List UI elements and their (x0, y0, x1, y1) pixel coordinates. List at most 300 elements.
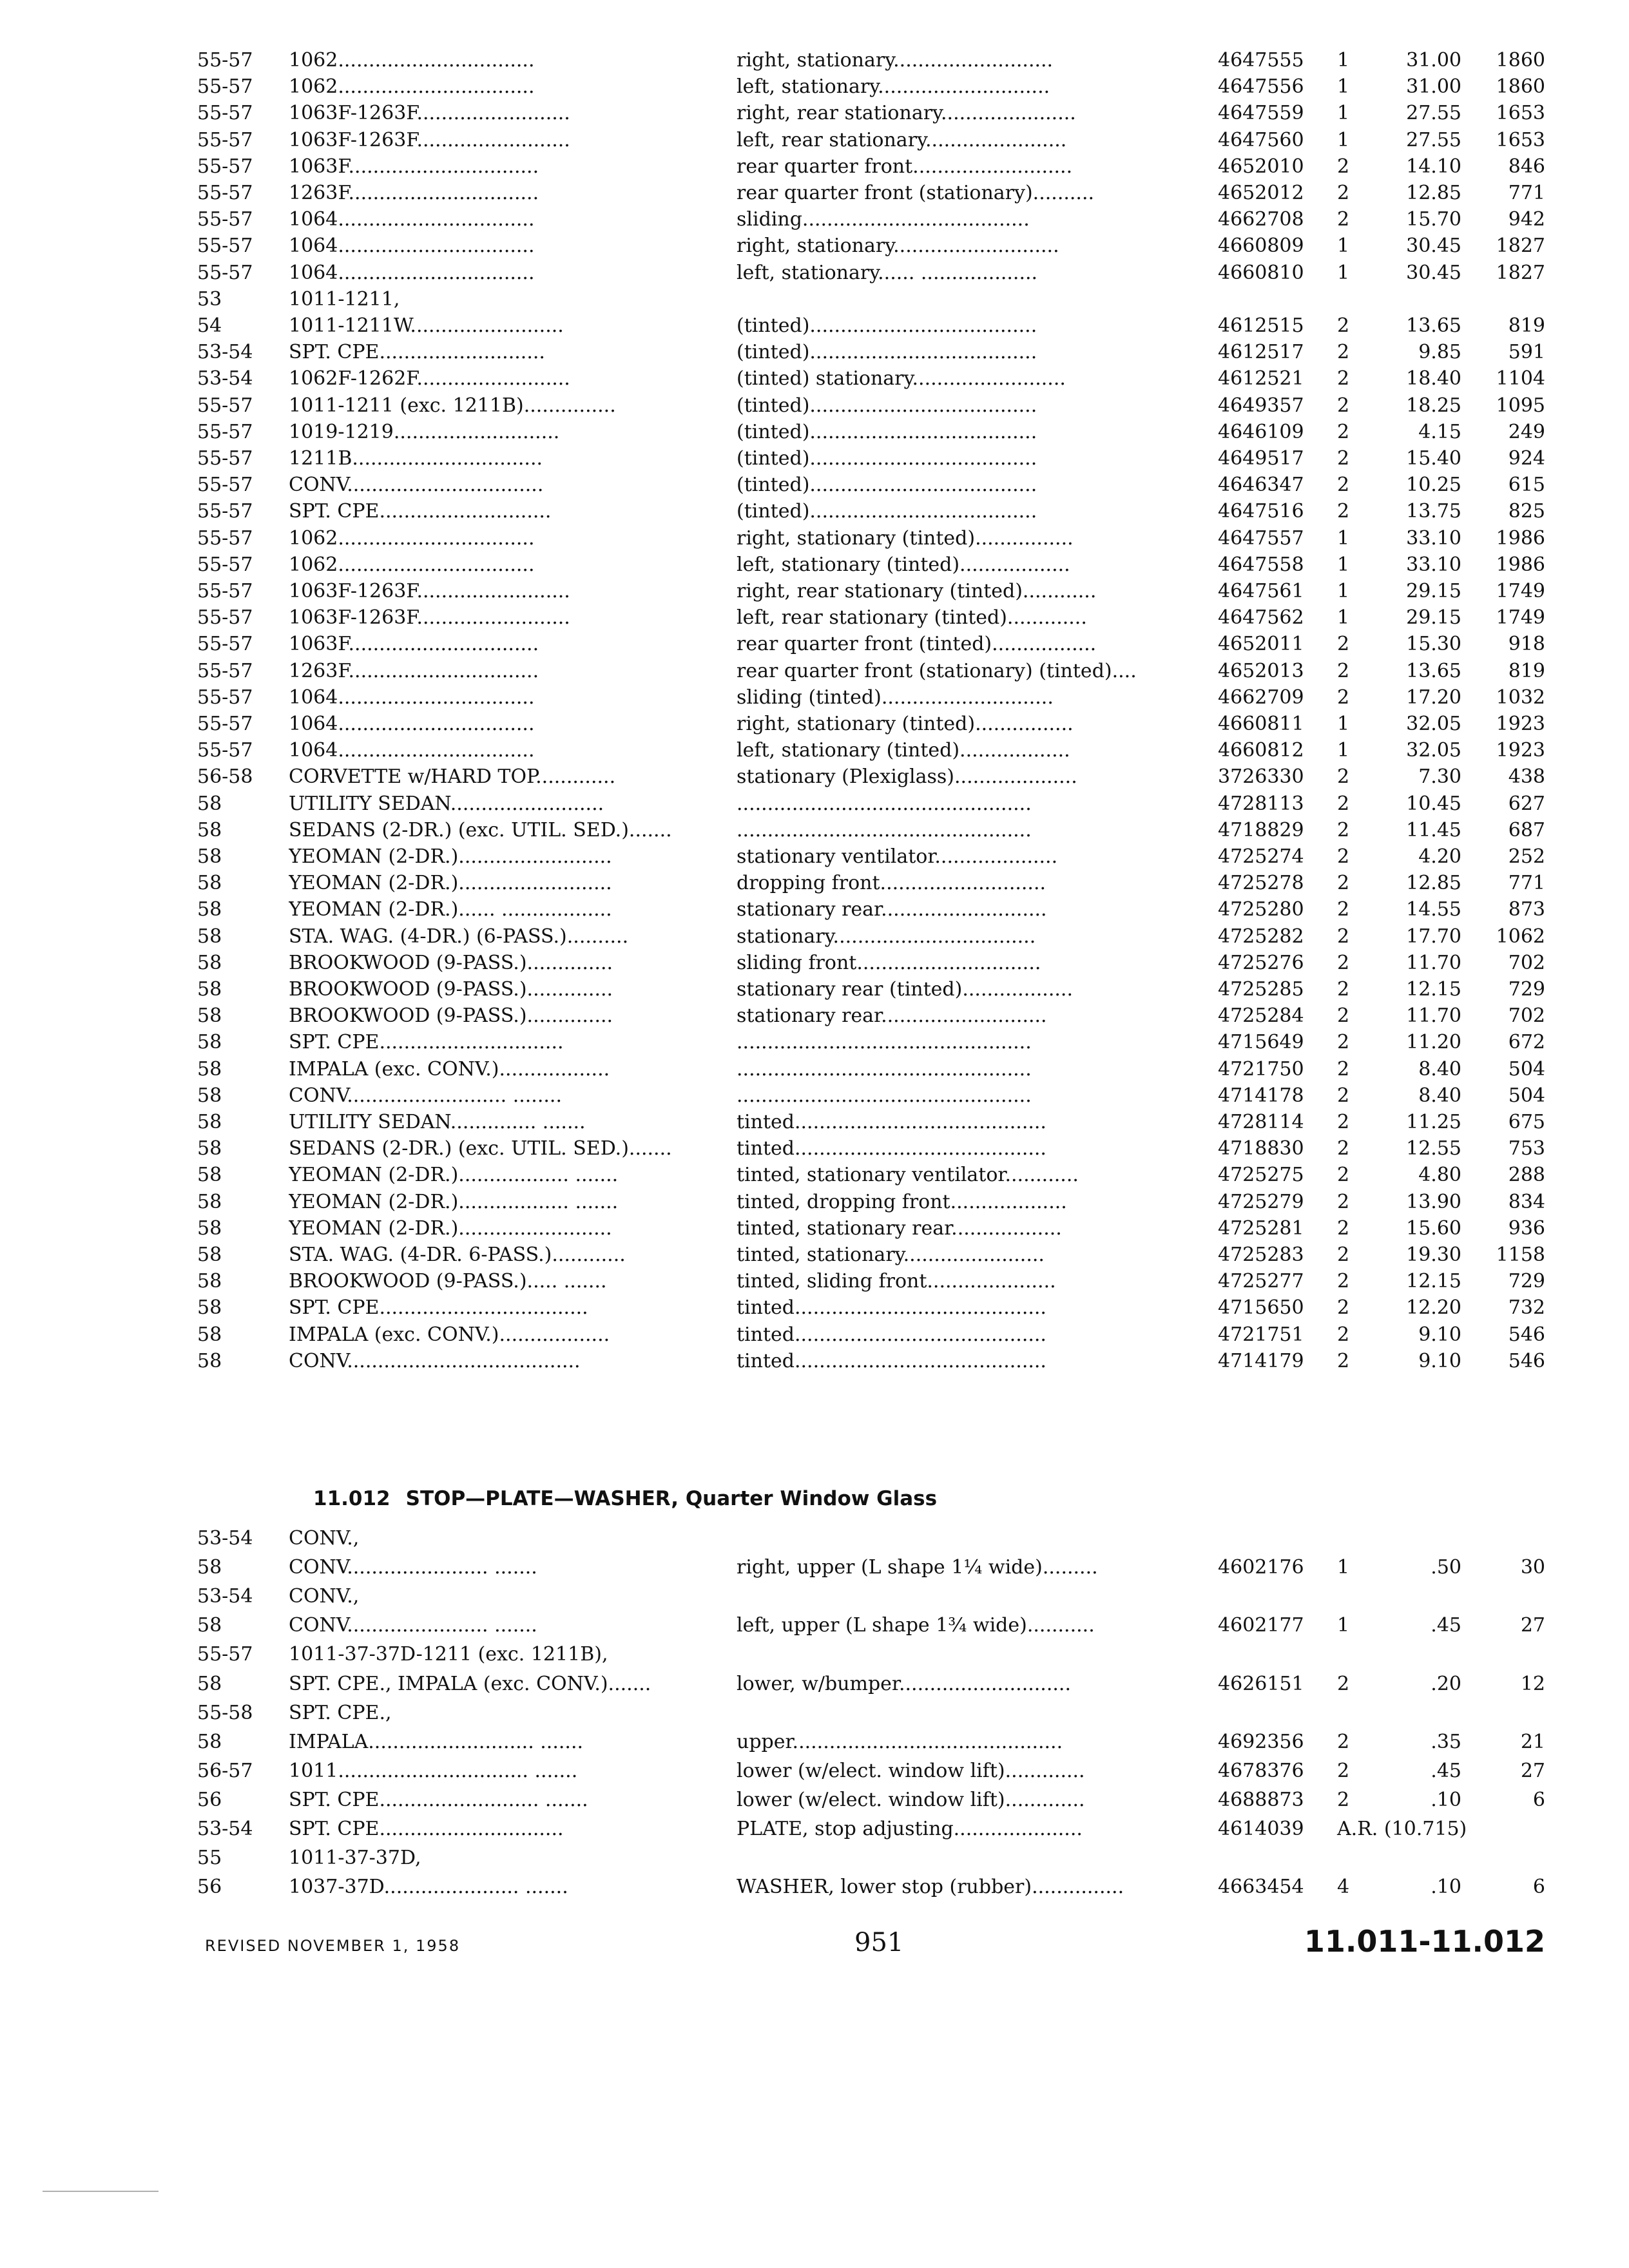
table-row (0, 950, 1629, 976)
part-description: tinted......................................... (737, 1349, 1046, 1372)
model-year: 56-57 (197, 1759, 253, 1782)
table-row (0, 764, 1629, 790)
price: .10 (1431, 1876, 1461, 1899)
part-number: 4612515 (1218, 314, 1304, 337)
price: 8.40 (1418, 1057, 1461, 1081)
list-code: 1923 (1496, 713, 1545, 735)
part-description: ................................................ (737, 1031, 1032, 1054)
part-description: ................................................ (737, 818, 1032, 841)
part-number: 4721751 (1218, 1323, 1304, 1346)
model-description: SPT. CPE.............................. (289, 1031, 564, 1054)
price: 33.10 (1406, 526, 1461, 550)
table-row (0, 1729, 1629, 1755)
part-number: 4692356 (1218, 1730, 1304, 1753)
model-year: 58 (197, 1164, 222, 1187)
model-description: 1064................................ (289, 739, 535, 762)
table-row (0, 1030, 1629, 1055)
part-description: sliding..................................... (737, 208, 1030, 231)
model-description: UTILITY SEDAN.............. ....... (289, 1111, 586, 1133)
table-row (0, 658, 1629, 684)
model-year: 58 (197, 1111, 222, 1133)
table-row (0, 1003, 1629, 1029)
table-row (0, 685, 1629, 711)
model-year: 58 (197, 1296, 222, 1320)
model-description: CONV., (289, 1527, 360, 1550)
part-number: 4612521 (1218, 367, 1304, 390)
model-year: 55-57 (197, 128, 253, 151)
part-description: right, stationary.......................... (737, 49, 1054, 72)
part-description: right, upper (L shape 1¼ wide)......... (737, 1556, 1098, 1579)
model-description: 1064................................ (289, 686, 535, 709)
quantity: 2 (1337, 1730, 1350, 1753)
list-code: 1104 (1496, 367, 1545, 390)
quantity: 2 (1337, 1323, 1350, 1346)
price: 32.05 (1406, 739, 1461, 762)
model-year: 53-54 (197, 1818, 253, 1840)
model-year: 56 (197, 1876, 222, 1899)
model-year: 55-57 (197, 208, 253, 231)
table-row (0, 1671, 1629, 1697)
table-row (0, 1584, 1629, 1610)
table-row (0, 526, 1629, 552)
model-year: 53-54 (197, 1527, 253, 1550)
table-row (0, 233, 1629, 259)
model-year: 53-54 (197, 367, 253, 390)
model-year: 58 (197, 1730, 222, 1753)
list-code: 249 (1508, 420, 1545, 443)
model-year: 58 (197, 1031, 222, 1054)
price: 13.65 (1406, 314, 1461, 337)
part-number: 4715649 (1218, 1031, 1304, 1054)
part-description: PLATE, stop adjusting..................... (737, 1818, 1083, 1840)
model-description: SEDANS (2-DR.) (exc. UTIL. SED.)....... (289, 1137, 672, 1160)
part-number: 4714179 (1218, 1349, 1304, 1372)
price: 31.00 (1406, 75, 1461, 99)
part-number: 4725274 (1218, 845, 1304, 868)
part-number: 4725282 (1218, 925, 1304, 948)
model-year: 58 (197, 1137, 222, 1160)
part-number: 3726330 (1218, 765, 1304, 789)
part-number: 4678376 (1218, 1759, 1304, 1782)
part-number: 4626151 (1218, 1672, 1304, 1695)
model-year: 58 (197, 792, 222, 815)
part-description: upper............................................ (737, 1730, 1063, 1753)
part-number: 4647557 (1218, 526, 1304, 550)
part-description: left, stationary...... ................... (737, 261, 1038, 284)
table-row (0, 897, 1629, 923)
part-number: 4602176 (1218, 1556, 1304, 1579)
part-description: dropping front........................... (737, 872, 1046, 895)
price: 13.90 (1406, 1190, 1461, 1213)
table-row (0, 1555, 1629, 1581)
price: 7.30 (1418, 765, 1461, 789)
list-code: 1032 (1496, 686, 1545, 709)
model-year: 55-58 (197, 1701, 253, 1724)
part-number: 4614039 (1218, 1818, 1304, 1840)
price: .45 (1431, 1614, 1461, 1637)
part-number: 4647555 (1218, 49, 1304, 72)
list-code: 873 (1508, 898, 1545, 921)
model-year: 55-57 (197, 474, 253, 497)
model-description: BROOKWOOD (9-PASS.)..... ....... (289, 1270, 607, 1293)
model-year: 58 (197, 1270, 222, 1293)
list-code: 1827 (1496, 261, 1545, 284)
price: 14.55 (1406, 898, 1461, 921)
model-description: BROOKWOOD (9-PASS.).............. (289, 951, 613, 974)
quantity: 1 (1337, 739, 1350, 762)
part-number: 4725279 (1218, 1190, 1304, 1213)
model-year: 55-57 (197, 580, 253, 602)
table-row (0, 313, 1629, 339)
part-number: 4647516 (1218, 500, 1304, 523)
list-code: 753 (1508, 1137, 1545, 1160)
price: 11.45 (1406, 818, 1461, 841)
part-description: ................................................ (737, 1084, 1032, 1107)
table-row (0, 128, 1629, 153)
model-year: 55-57 (197, 155, 253, 178)
part-description: lower (w/elect. window lift)............. (737, 1788, 1085, 1811)
quantity: 2 (1337, 1244, 1350, 1266)
model-description: 1063F-1263F......................... (289, 580, 570, 602)
price: 19.30 (1406, 1244, 1461, 1266)
quantity: 2 (1337, 367, 1350, 390)
quantity: 1 (1337, 128, 1350, 151)
model-description: CONV................................ (289, 474, 544, 497)
model-year: 58 (197, 925, 222, 948)
part-description: ................................................ (737, 792, 1032, 815)
list-code: 771 (1508, 182, 1545, 204)
table-row (0, 1242, 1629, 1268)
quantity: 2 (1337, 1111, 1350, 1133)
price: 18.25 (1406, 394, 1461, 417)
list-code: 21 (1520, 1730, 1545, 1753)
model-description: SEDANS (2-DR.) (exc. UTIL. SED.)....... (289, 818, 672, 841)
model-year: 55-57 (197, 713, 253, 735)
list-code: 504 (1508, 1057, 1545, 1081)
list-code: 1986 (1496, 526, 1545, 550)
price: 33.10 (1406, 553, 1461, 576)
table-row (0, 101, 1629, 126)
part-number: 4721750 (1218, 1057, 1304, 1081)
table-row (0, 1642, 1629, 1667)
part-number: 4660812 (1218, 739, 1304, 762)
table-row (0, 287, 1629, 312)
price: 11.70 (1406, 1004, 1461, 1028)
model-description: 1062................................ (289, 553, 535, 576)
part-description: (tinted) stationary......................... (737, 367, 1066, 390)
table-row (0, 924, 1629, 950)
price: 17.70 (1406, 925, 1461, 948)
list-code: 846 (1508, 155, 1545, 178)
list-code: 6 (1532, 1788, 1545, 1811)
quantity: 4 (1337, 1876, 1350, 1899)
price: 12.15 (1406, 978, 1461, 1001)
list-code: 918 (1508, 633, 1545, 656)
quantity: 2 (1337, 951, 1350, 974)
list-code: 1860 (1496, 49, 1545, 72)
model-description: 1063F-1263F......................... (289, 128, 570, 151)
part-description: stationary rear........................... (737, 898, 1047, 921)
quantity: 1 (1337, 75, 1350, 99)
model-description: CONV....................... ....... (289, 1614, 537, 1637)
quantity: 2 (1337, 633, 1350, 656)
model-description: 1064................................ (289, 235, 535, 258)
list-code: 1749 (1496, 580, 1545, 602)
model-year: 58 (197, 978, 222, 1001)
table-row (0, 1162, 1629, 1188)
price: 30.45 (1406, 235, 1461, 258)
part-number: 4647558 (1218, 553, 1304, 576)
quantity: 2 (1337, 1296, 1350, 1320)
model-year: 55-57 (197, 500, 253, 523)
model-description: IMPALA (exc. CONV.).................. (289, 1323, 610, 1346)
part-number: 4725285 (1218, 978, 1304, 1001)
part-description: left, rear stationary....................... (737, 128, 1067, 151)
part-number: 4725283 (1218, 1244, 1304, 1266)
list-code: 1653 (1496, 102, 1545, 125)
table-row (0, 1295, 1629, 1321)
part-number: 4725277 (1218, 1270, 1304, 1293)
model-description: 1063F-1263F......................... (289, 606, 570, 629)
part-number: 4660809 (1218, 235, 1304, 258)
price: 4.15 (1418, 420, 1461, 443)
quantity: 2 (1337, 314, 1350, 337)
list-code: 834 (1508, 1190, 1545, 1213)
part-description: (tinted)..................................... (737, 314, 1037, 337)
model-description: SPT. CPE........................... (289, 341, 545, 364)
model-description: SPT. CPE............................ (289, 500, 552, 523)
list-code: 27 (1520, 1759, 1545, 1782)
model-year: 56-58 (197, 765, 253, 789)
part-description: lower, w/bumper............................ (737, 1672, 1071, 1695)
model-description: 1011-1211W......................... (289, 314, 564, 337)
model-year: 55-57 (197, 633, 253, 656)
revision-date: REVISED NOVEMBER 1, 1958 (205, 1937, 461, 1955)
part-number: 4725275 (1218, 1164, 1304, 1187)
table-row (0, 844, 1629, 870)
part-description: (tinted)..................................... (737, 500, 1037, 523)
part-number: 4602177 (1218, 1614, 1304, 1637)
model-year: 55-57 (197, 1643, 253, 1666)
list-code: 252 (1508, 845, 1545, 868)
model-year: 58 (197, 1556, 222, 1579)
part-number: 4662708 (1218, 208, 1304, 231)
price: 12.55 (1406, 1137, 1461, 1160)
price: 13.75 (1406, 500, 1461, 523)
table-row (0, 1057, 1629, 1082)
model-description: IMPALA........................... ....... (289, 1730, 584, 1753)
part-description: tinted, stationary ventilator............ (737, 1164, 1079, 1187)
part-number: 4652011 (1218, 633, 1304, 656)
model-description: YEOMAN (2-DR.)......................... (289, 1216, 612, 1240)
list-code: 1158 (1496, 1244, 1545, 1266)
quantity: 2 (1337, 420, 1350, 443)
model-description: STA. WAG. (4-DR. 6-PASS.)............ (289, 1244, 626, 1266)
price: 15.60 (1406, 1216, 1461, 1240)
table-row (0, 393, 1629, 419)
part-number: 4652010 (1218, 155, 1304, 178)
part-description: rear quarter front (stationary) (tinted).... (737, 659, 1137, 682)
table-row (0, 260, 1629, 286)
part-description: (tinted)..................................... (737, 341, 1037, 364)
part-description: stationary rear........................... (737, 1004, 1047, 1028)
part-description: tinted, stationary....................... (737, 1244, 1045, 1266)
price: 11.20 (1406, 1031, 1461, 1054)
model-year: 58 (197, 1004, 222, 1028)
table-row (0, 1136, 1629, 1162)
part-number: 4718830 (1218, 1137, 1304, 1160)
model-year: 55-57 (197, 606, 253, 629)
part-number: 4647561 (1218, 580, 1304, 602)
part-number: 4647556 (1218, 75, 1304, 99)
table-row (0, 1189, 1629, 1215)
model-description: BROOKWOOD (9-PASS.).............. (289, 1004, 613, 1028)
list-code: 924 (1508, 447, 1545, 470)
price: 27.55 (1406, 102, 1461, 125)
model-year: 58 (197, 898, 222, 921)
price: 12.20 (1406, 1296, 1461, 1320)
quantity: 2 (1337, 341, 1350, 364)
table-row (0, 1874, 1629, 1900)
quantity: A.R. (10.715) (1337, 1818, 1467, 1840)
list-code: 702 (1508, 951, 1545, 974)
model-description: SPT. CPE., IMPALA (exc. CONV.)....... (289, 1672, 651, 1695)
table-row (0, 340, 1629, 365)
section-heading (313, 1485, 937, 1513)
model-year: 55 (197, 1847, 222, 1870)
model-description: 1062................................ (289, 75, 535, 99)
table-row (0, 579, 1629, 604)
table-row (0, 1526, 1629, 1552)
quantity: 1 (1337, 102, 1350, 125)
model-year: 55-57 (197, 420, 253, 443)
part-description: sliding (tinted)............................ (737, 686, 1054, 709)
quantity: 2 (1337, 978, 1350, 1001)
model-year: 55-57 (197, 739, 253, 762)
model-description: 1064................................ (289, 261, 535, 284)
part-number: 4652013 (1218, 659, 1304, 682)
model-description: 1263F............................... (289, 182, 539, 204)
model-description: CONV...................................... (289, 1349, 581, 1372)
model-year: 55-57 (197, 394, 253, 417)
part-number: 4725280 (1218, 898, 1304, 921)
part-number: 4647559 (1218, 102, 1304, 125)
quantity: 2 (1337, 500, 1350, 523)
table-row (0, 180, 1629, 206)
model-year: 54 (197, 314, 222, 337)
quantity: 1 (1337, 606, 1350, 629)
quantity: 2 (1337, 1216, 1350, 1240)
list-code: 1986 (1496, 553, 1545, 576)
page-number: 951 (854, 1928, 904, 1957)
list-code: 12 (1520, 1672, 1545, 1695)
list-code: 825 (1508, 500, 1545, 523)
part-description: tinted, stationary rear.................. (737, 1216, 1062, 1240)
table-row (0, 791, 1629, 817)
table-row (0, 472, 1629, 498)
list-code: 504 (1508, 1084, 1545, 1107)
price: 15.30 (1406, 633, 1461, 656)
price: 27.55 (1406, 128, 1461, 151)
part-number: 4688873 (1218, 1788, 1304, 1811)
price: 29.15 (1406, 606, 1461, 629)
list-code: 30 (1520, 1556, 1545, 1579)
part-description: right, rear stationary...................... (737, 102, 1076, 125)
model-description: YEOMAN (2-DR.).................. ....... (289, 1164, 619, 1187)
model-description: 1064................................ (289, 713, 535, 735)
part-description: left, upper (L shape 1¾ wide)........... (737, 1614, 1095, 1637)
quantity: 2 (1337, 1137, 1350, 1160)
model-description: 1019-1219........................... (289, 420, 560, 443)
quantity: 2 (1337, 394, 1350, 417)
model-description: 1011-37-37D-1211 (exc. 1211B), (289, 1643, 608, 1666)
table-row (0, 631, 1629, 657)
table-row (0, 74, 1629, 100)
quantity: 1 (1337, 1556, 1350, 1579)
quantity: 2 (1337, 208, 1350, 231)
model-description: CONV....................... ....... (289, 1556, 537, 1579)
quantity: 2 (1337, 792, 1350, 815)
list-code: 591 (1508, 341, 1545, 364)
part-description: (tinted)..................................... (737, 420, 1037, 443)
model-description: 1063F............................... (289, 633, 539, 656)
list-code: 546 (1508, 1349, 1545, 1372)
model-description: 1064................................ (289, 208, 535, 231)
quantity: 2 (1337, 659, 1350, 682)
part-description: left, stationary............................ (737, 75, 1050, 99)
part-number: 4725284 (1218, 1004, 1304, 1028)
list-code: 687 (1508, 818, 1545, 841)
model-description: CONV., (289, 1585, 360, 1608)
model-description: SPT. CPE., (289, 1701, 392, 1724)
part-number: 4612517 (1218, 341, 1304, 364)
part-number: 4725281 (1218, 1216, 1304, 1240)
model-description: 1063F-1263F......................... (289, 102, 570, 125)
quantity: 1 (1337, 580, 1350, 602)
price: 29.15 (1406, 580, 1461, 602)
part-description: tinted......................................... (737, 1323, 1046, 1346)
quantity: 2 (1337, 447, 1350, 470)
quantity: 2 (1337, 1084, 1350, 1107)
table-row (0, 1322, 1629, 1348)
quantity: 1 (1337, 49, 1350, 72)
price: .50 (1431, 1556, 1461, 1579)
model-year: 53-54 (197, 341, 253, 364)
model-description: CORVETTE w/HARD TOP............. (289, 765, 616, 789)
model-year: 58 (197, 845, 222, 868)
price: 13.65 (1406, 659, 1461, 682)
model-description: YEOMAN (2-DR.)......................... (289, 845, 612, 868)
part-number: 4660810 (1218, 261, 1304, 284)
model-year: 58 (197, 1216, 222, 1240)
part-description: rear quarter front (stationary).......... (737, 182, 1095, 204)
table-row (0, 605, 1629, 631)
quantity: 2 (1337, 925, 1350, 948)
quantity: 2 (1337, 155, 1350, 178)
table-row (0, 711, 1629, 737)
model-description: 1263F............................... (289, 659, 539, 682)
part-description: tinted......................................... (737, 1296, 1046, 1320)
part-description: right, stationary........................... (737, 235, 1059, 258)
model-year: 55-57 (197, 447, 253, 470)
model-description: YEOMAN (2-DR.)...... .................. (289, 898, 612, 921)
quantity: 2 (1337, 1788, 1350, 1811)
model-description: SPT. CPE.............................. (289, 1818, 564, 1840)
quantity: 2 (1337, 1190, 1350, 1213)
model-year: 55-57 (197, 182, 253, 204)
table-row (0, 977, 1629, 1003)
part-number: 4660811 (1218, 713, 1304, 735)
